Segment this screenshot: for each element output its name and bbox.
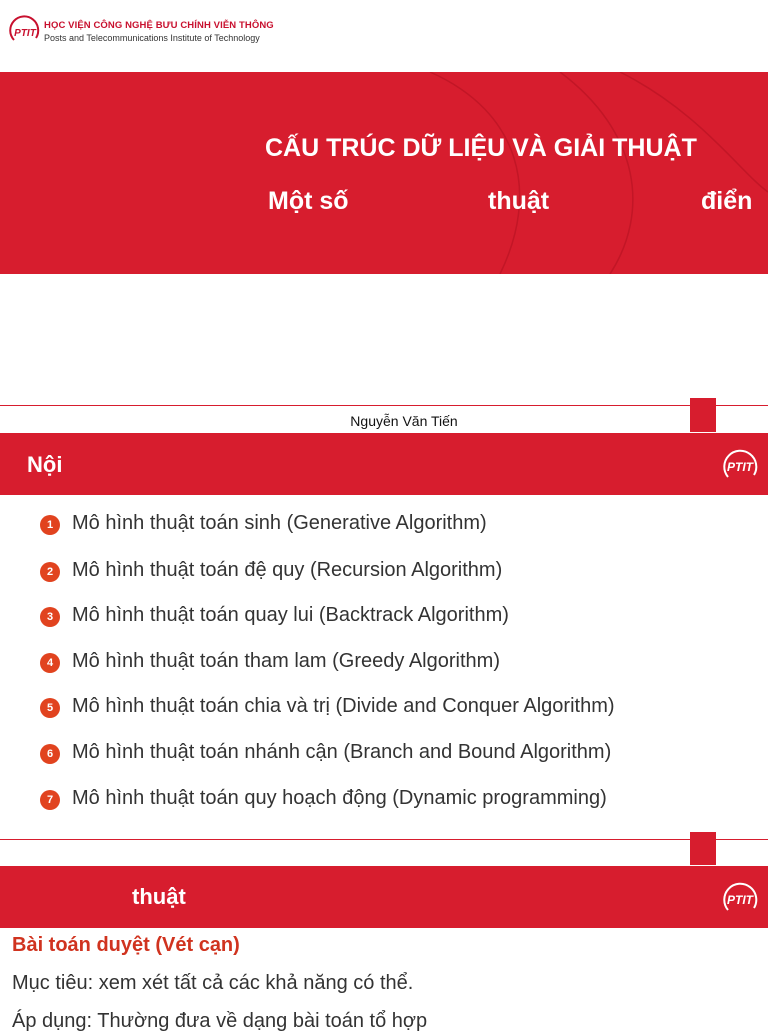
number-badge: 7 <box>40 790 60 810</box>
list-item-text: Mô hình thuật toán sinh (Generative Algorithm) <box>72 511 487 534</box>
logo-text: PTIT <box>14 28 36 39</box>
ptit-logo-icon <box>718 444 762 488</box>
subtitle-word-2: thuật <box>488 187 550 215</box>
author-name: Nguyễn Văn Tiến <box>350 413 458 429</box>
logo-text: PTIT <box>727 893 753 907</box>
divider-line-right <box>716 839 768 840</box>
ptit-logo-icon <box>8 14 42 48</box>
number-badge: 4 <box>40 653 60 673</box>
subtitle-word-1: Một số <box>268 187 349 215</box>
list-item <box>40 508 487 538</box>
list-item <box>40 737 611 767</box>
list-item <box>40 783 607 813</box>
list-item-text: Mô hình thuật toán nhánh cận (Branch and Bound Algorithm) <box>72 740 612 763</box>
slide-title: CẤU TRÚC DỮ LIỆU VÀ GIẢI THUẬT <box>265 134 697 162</box>
banner-decoration <box>0 72 768 274</box>
institute-name-en: Posts and Telecommunications Institute of Technology <box>44 33 260 43</box>
list-item <box>40 600 509 630</box>
section-header-bar <box>0 866 768 928</box>
list-item-text: Mô hình thuật toán đệ quy (Recursion Algorithm) <box>72 558 503 581</box>
subtitle-word-3: điển <box>701 187 753 215</box>
section-title: Bài toán duyệt (Vét cạn) <box>12 934 240 956</box>
paragraph-line: Áp dụng: Thường đưa về dạng bài toán tổ hợp <box>12 1010 428 1032</box>
divider-line-right <box>716 405 768 406</box>
ptit-logo-icon <box>718 877 762 921</box>
section-heading: thuật <box>132 884 186 909</box>
number-badge: 3 <box>40 607 60 627</box>
number-badge: 1 <box>40 515 60 535</box>
title-banner <box>0 72 768 274</box>
list-item-text: Mô hình thuật toán quy hoạch động (Dynamic programming) <box>72 786 607 809</box>
number-badge: 2 <box>40 562 60 582</box>
list-item <box>40 691 615 721</box>
list-item-text: Mô hình thuật toán tham lam (Greedy Algorithm) <box>72 649 500 672</box>
number-badge: 6 <box>40 744 60 764</box>
list-item <box>40 646 500 676</box>
divider-line <box>0 405 690 406</box>
divider-square <box>690 832 716 865</box>
list-item-text: Mô hình thuật toán quay lui (Backtrack Algorithm) <box>72 603 509 626</box>
paragraph-line: Mục tiêu: xem xét tất cả các khả năng có thể. <box>12 972 414 994</box>
list-item <box>40 555 502 585</box>
institute-name-vi: HỌC VIỆN CÔNG NGHỆ BƯU CHÍNH VIỄN THÔNG <box>44 20 274 31</box>
contents-heading: Nội <box>27 452 63 477</box>
divider-line <box>0 839 690 840</box>
number-badge: 5 <box>40 698 60 718</box>
logo-text: PTIT <box>727 460 753 474</box>
list-item-text: Mô hình thuật toán chia và trị (Divide and Conquer Algorithm) <box>72 694 615 717</box>
contents-header-bar <box>0 433 768 495</box>
